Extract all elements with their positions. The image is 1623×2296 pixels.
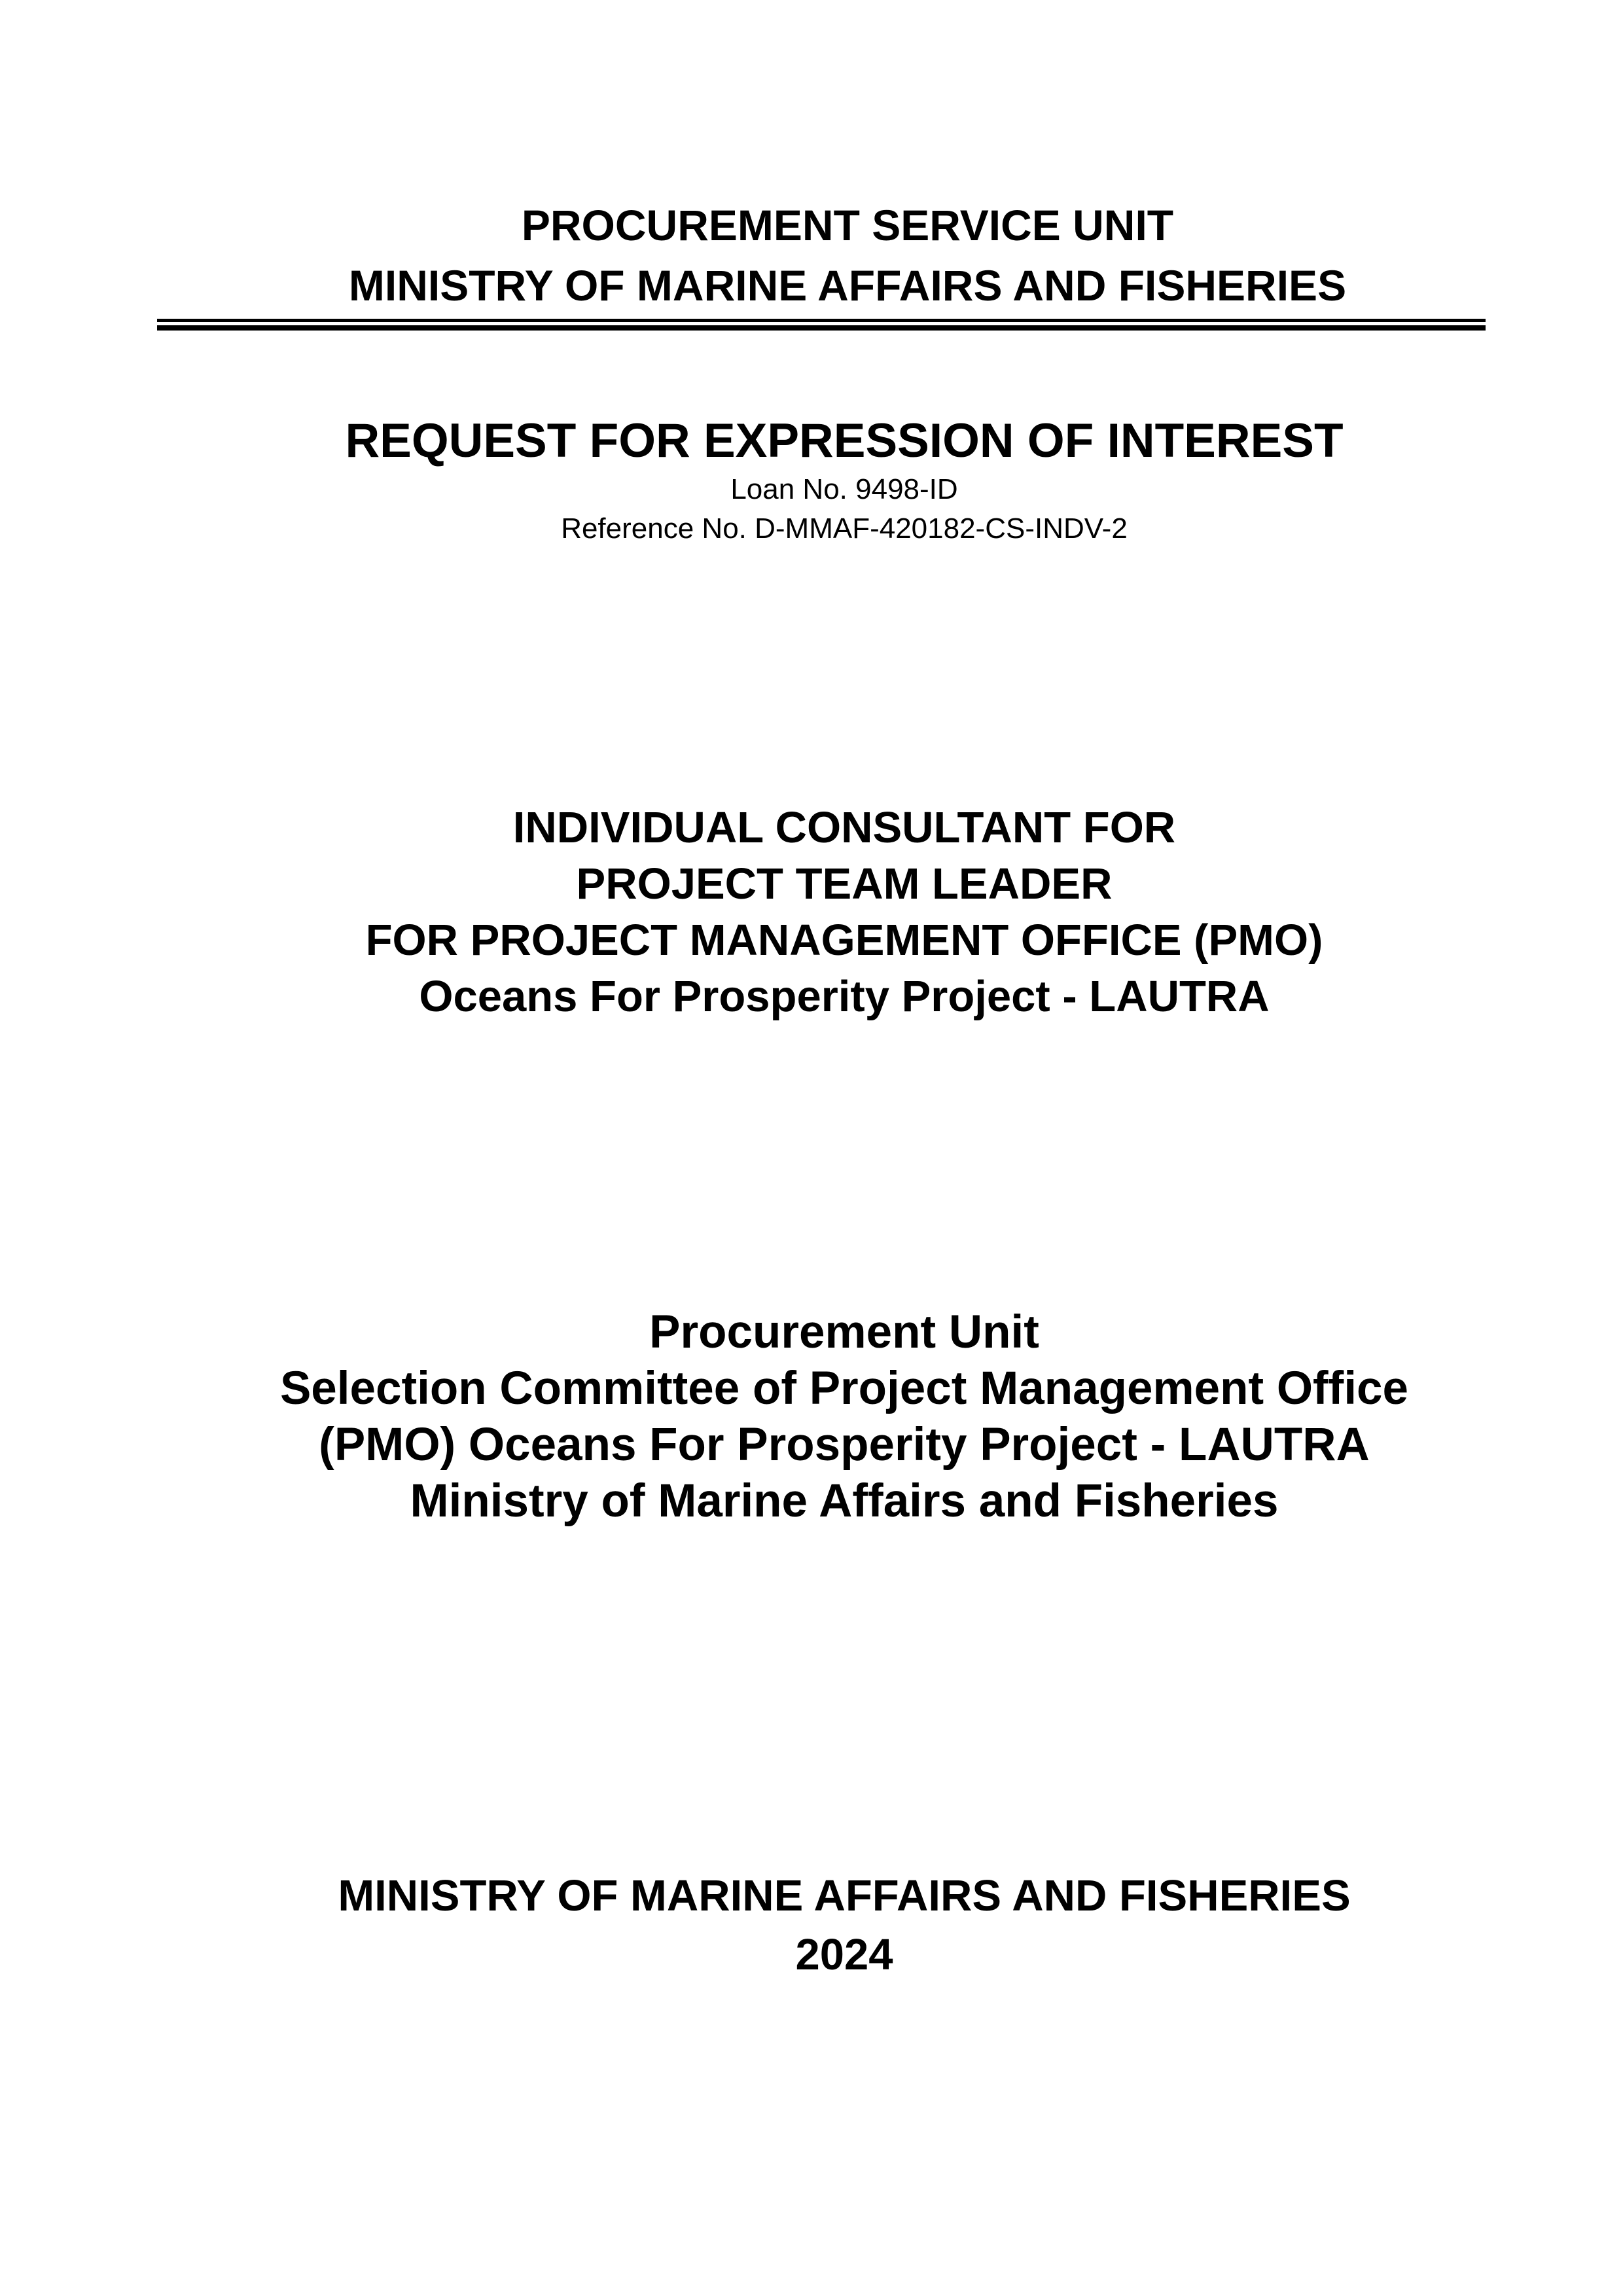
consultant-line-4: Oceans For Prosperity Project - LAUTRA [419,972,1270,1021]
unit-line-1: Procurement Unit [649,1306,1039,1358]
rule-thick-line [157,325,1486,331]
reoi-title: REQUEST FOR EXPRESSION OF INTEREST [345,414,1344,467]
consultant-line-1: INDIVIDUAL CONSULTANT FOR [512,803,1176,852]
reference-number: Reference No. D-MMAF-420182-CS-INDV-2 [561,512,1128,545]
consultant-line-3: FOR PROJECT MANAGEMENT OFFICE (PMO) [365,916,1323,965]
footer-section [275,1867,1414,1984]
procurement-unit-section [183,1304,1505,1530]
reoi-section [327,412,1361,548]
header-unit-name: PROCUREMENT SERVICE UNIT [521,201,1174,249]
header-ministry-name: MINISTRY OF MARINE AFFAIRS AND FISHERIES [348,261,1347,310]
unit-line-4: Ministry of Marine Affairs and Fisheries [410,1475,1279,1527]
header [275,195,1420,315]
footer-year: 2024 [795,1930,893,1979]
consultant-title-section [275,800,1414,1025]
unit-line-2: Selection Committee of Project Management Office [279,1363,1409,1414]
unit-line-3: (PMO) Oceans For Prosperity Project - LAUTRA [319,1419,1370,1471]
header-double-rule [157,319,1486,331]
loan-number: Loan No. 9498-ID [730,473,958,505]
consultant-line-2: PROJECT TEAM LEADER [576,859,1113,908]
footer-ministry: MINISTRY OF MARINE AFFAIRS AND FISHERIES [338,1871,1351,1920]
